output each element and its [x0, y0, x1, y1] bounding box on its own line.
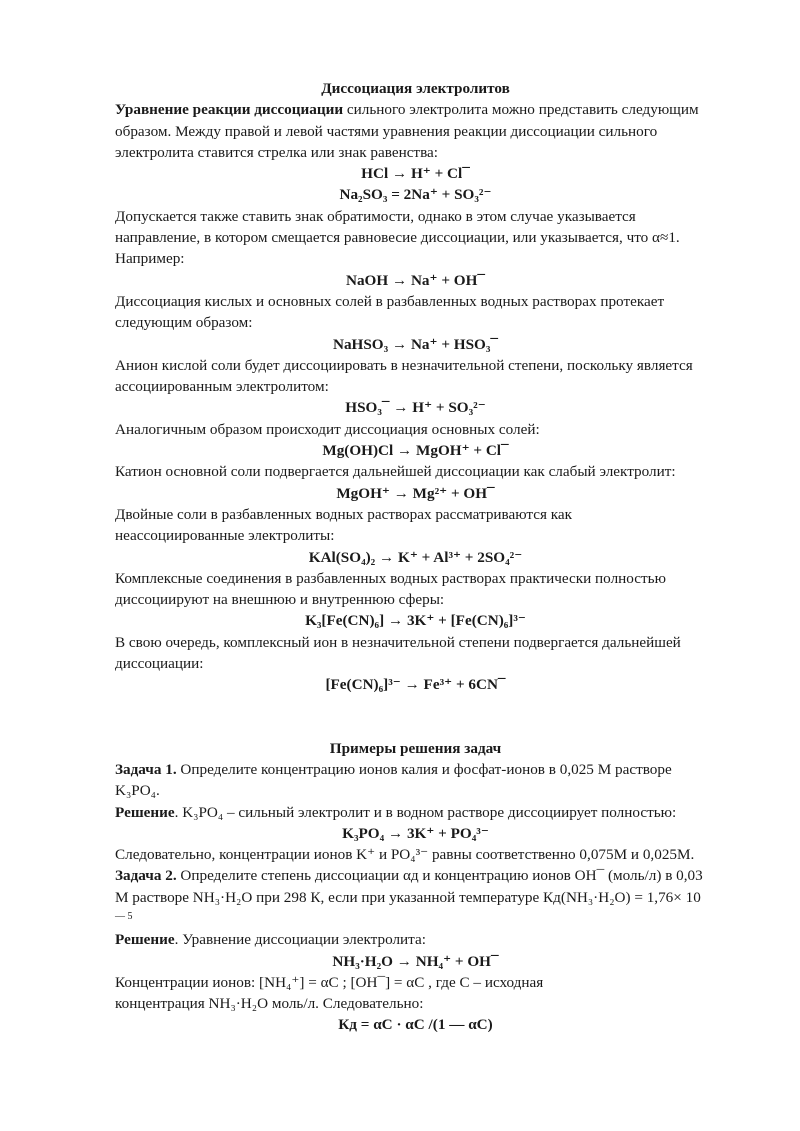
paragraph-line [115, 802, 716, 823]
equation: NH₃·H₂O → NH₄⁺ + OH¯ [332, 952, 499, 970]
equation: NaOH → Na⁺ + OH¯ [345, 271, 486, 289]
paragraph-line: диссоциации: [115, 655, 204, 673]
section-title: Диссоциация электролитов [321, 80, 510, 97]
paragraph-line: Анион кислой соли будет диссоциировать в незначительной степени, поскольку является [115, 356, 693, 374]
paragraph-line: неассоциированные электролиты: [115, 527, 335, 545]
paragraph-line [115, 99, 716, 120]
equation: HCl → H⁺ + Cl¯ [361, 165, 470, 183]
bold-term: Уравнение реакции диссоциации [115, 101, 344, 119]
text-run: . Уравнение диссоциации электролита: [174, 931, 426, 949]
paragraph-line: образом. Между правой и левой частями уравнения реакции диссоциации сильного [115, 122, 658, 140]
equation: MgOH⁺ → Mg²⁺ + OH¯ [336, 484, 495, 502]
paragraph-line: Например: [115, 250, 185, 268]
paragraph-line: Следовательно, концентрации ионов K⁺ и PO₄³⁻ равны соответственно 0,075М и 0,025М. [115, 846, 695, 864]
equation: KAl(SO₄)₂ → K⁺ + Al³⁺ + 2SO₄²⁻ [308, 548, 523, 566]
paragraph-line: Концентрации ионов: [NH₄⁺] = αC ; [OH¯] = αC , где C – исходная [115, 973, 544, 991]
paragraph-line: Двойные соли в разбавленных водных растворах рассматриваются как [115, 505, 573, 523]
section-spacer [115, 696, 716, 738]
text-run: . K₃PO₄ – сильный электролит и в водном растворе диссоциирует полностью: [174, 803, 677, 821]
text-run: Определите степень диссоциации αд и концентрацию ионов OH¯ (моль/л) в 0,03 [176, 867, 703, 885]
paragraph-line [115, 759, 716, 780]
paragraph-line [115, 865, 716, 886]
equation: HSO₃¯ → H⁺ + SO₃²⁻ [345, 399, 486, 417]
equation: Mg(OH)Cl → MgOH⁺ + Cl¯ [322, 442, 509, 460]
paragraph-line: следующим образом: [115, 314, 253, 332]
equation: Кд = αC · αC /(1 — αC) [338, 1016, 493, 1034]
equation: K₃PO₄ → 3K⁺ + PO₄³⁻ [342, 824, 489, 842]
paragraph-line: Допускается также ставить знак обратимости, однако в этом случае указывается [115, 207, 636, 225]
paragraph-line: Комплексные соединения в разбавленных водных растворах практически полностью [115, 569, 666, 587]
section-title: Примеры решения задач [329, 739, 502, 757]
paragraph-line: электролита ставится стрелка или знак равенства: [115, 143, 439, 161]
paragraph-line: Диссоциация кислых и основных солей в разбавленных водных растворах протекает [115, 292, 665, 310]
text-run: сильного электролита можно представить следующим [343, 101, 699, 119]
paragraph-line [115, 929, 716, 950]
paragraph-line: концентрация NH₃·H₂O моль/л. Следовательно: [115, 995, 424, 1013]
exponent-text: — 5 [115, 910, 133, 922]
solution-label: Решение [115, 803, 175, 821]
task-label: Задача 2. [115, 867, 177, 885]
equation: Na₂SO₃ = 2Na⁺ + SO₃²⁻ [339, 186, 492, 204]
equation: K₃[Fe(CN)₆] → 3K⁺ + [Fe(CN)₆]³⁻ [305, 612, 526, 630]
paragraph-line: K₃PO₄. [115, 782, 160, 800]
task-label: Задача 1. [115, 760, 177, 778]
equation: NaHSO₃ → Na⁺ + HSO₃¯ [332, 335, 499, 353]
paragraph-line: диссоциируют на внешнюю и внутреннюю сферы: [115, 591, 445, 609]
text-run: Определите концентрацию ионов калия и фосфат-ионов в 0,025 М растворе [176, 760, 672, 778]
paragraph-line: Катион основной соли подвергается дальнейшей диссоциации как слабый электролит: [115, 463, 676, 481]
solution-label: Решение [115, 931, 175, 949]
paragraph-line: направление, в котором смещается равновесие диссоциации, или указывается, что α≈1. [115, 229, 680, 247]
paragraph-line: Аналогичным образом происходит диссоциация основных солей: [115, 420, 540, 438]
paragraph-line: ассоциированным электролитом: [115, 378, 329, 396]
paragraph-line: В свою очередь, комплексный ион в незначительной степени подвергается дальнейшей [115, 633, 681, 651]
paragraph-line [115, 908, 716, 929]
equation: [Fe(CN)₆]³⁻ → Fe³⁺ + 6CN¯ [325, 676, 506, 694]
paragraph-line: М растворе NH₃·H₂O при 298 К, если при указанной температуре Кд(NH₃·H₂O) = 1,76× 10 [115, 888, 701, 906]
